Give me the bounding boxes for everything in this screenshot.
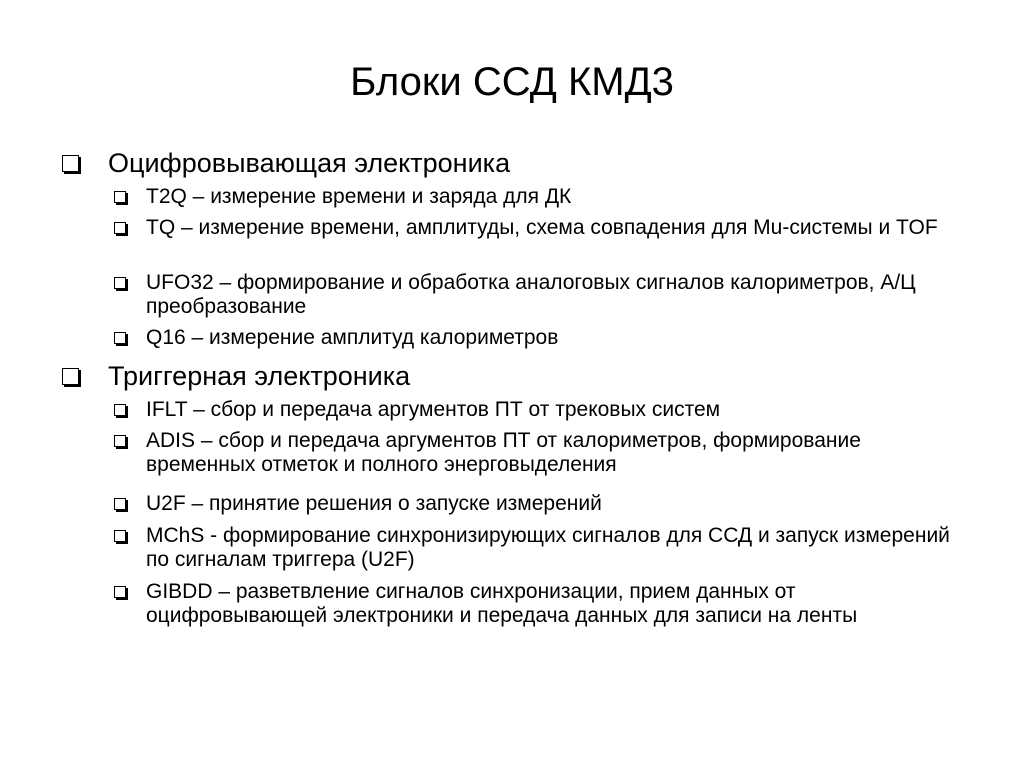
list-item bbox=[114, 326, 974, 350]
list-item-text: GIBDD – разветвление сигналов синхронизации, прием данных от оцифровывающей электроники и передача данных для записи на ленты bbox=[146, 580, 858, 627]
checkbox-bullet-icon bbox=[114, 530, 126, 542]
checkbox-bullet-icon bbox=[62, 368, 79, 385]
section-label: Оцифровывающая электроника bbox=[108, 148, 511, 178]
checkbox-bullet-icon bbox=[114, 191, 126, 203]
section-label: Триггерная электроника bbox=[108, 361, 411, 391]
checkbox-bullet-icon bbox=[114, 435, 126, 447]
checkbox-bullet-icon bbox=[114, 404, 126, 416]
list-item-text: TQ – измерение времени, амплитуды, схема совпадения для Mu-системы и TOF bbox=[146, 216, 938, 239]
list-item bbox=[114, 492, 974, 516]
list-item bbox=[114, 524, 974, 572]
list-item bbox=[114, 398, 974, 422]
list-item-text: ADIS – сбор и передача аргументов ПТ от калориметров, формирование временных отметок и полного энерговыделения bbox=[146, 429, 861, 476]
list-item bbox=[114, 216, 974, 240]
checkbox-bullet-icon bbox=[114, 586, 126, 598]
list-item-text: MChS - формирование синхронизирующих сигналов для ССД и запуск измерений по сигналам триггера (U2F) bbox=[146, 524, 950, 571]
list-item-text: UFO32 – формирование и обработка аналоговых сигналов калориметров, А/Ц преобразование bbox=[146, 271, 916, 318]
list-item-text: T2Q – измерение времени и заряда для ДК bbox=[146, 185, 572, 208]
list-item bbox=[114, 429, 974, 477]
checkbox-bullet-icon bbox=[114, 222, 126, 234]
checkbox-bullet-icon bbox=[114, 332, 126, 344]
list-item bbox=[114, 271, 974, 319]
list-item-text: IFLT – сбор и передача аргументов ПТ от трековых систем bbox=[146, 398, 721, 421]
slide-title: Блоки ССД КМД3 bbox=[350, 60, 674, 104]
checkbox-bullet-icon bbox=[62, 155, 79, 172]
checkbox-bullet-icon bbox=[114, 277, 126, 289]
list-item bbox=[114, 580, 974, 628]
list-item bbox=[114, 185, 974, 209]
list-item-text: Q16 – измерение амплитуд калориметров bbox=[146, 326, 559, 349]
list-item-text: U2F – принятие решения о запуске измерений bbox=[146, 492, 602, 515]
checkbox-bullet-icon bbox=[114, 498, 126, 510]
